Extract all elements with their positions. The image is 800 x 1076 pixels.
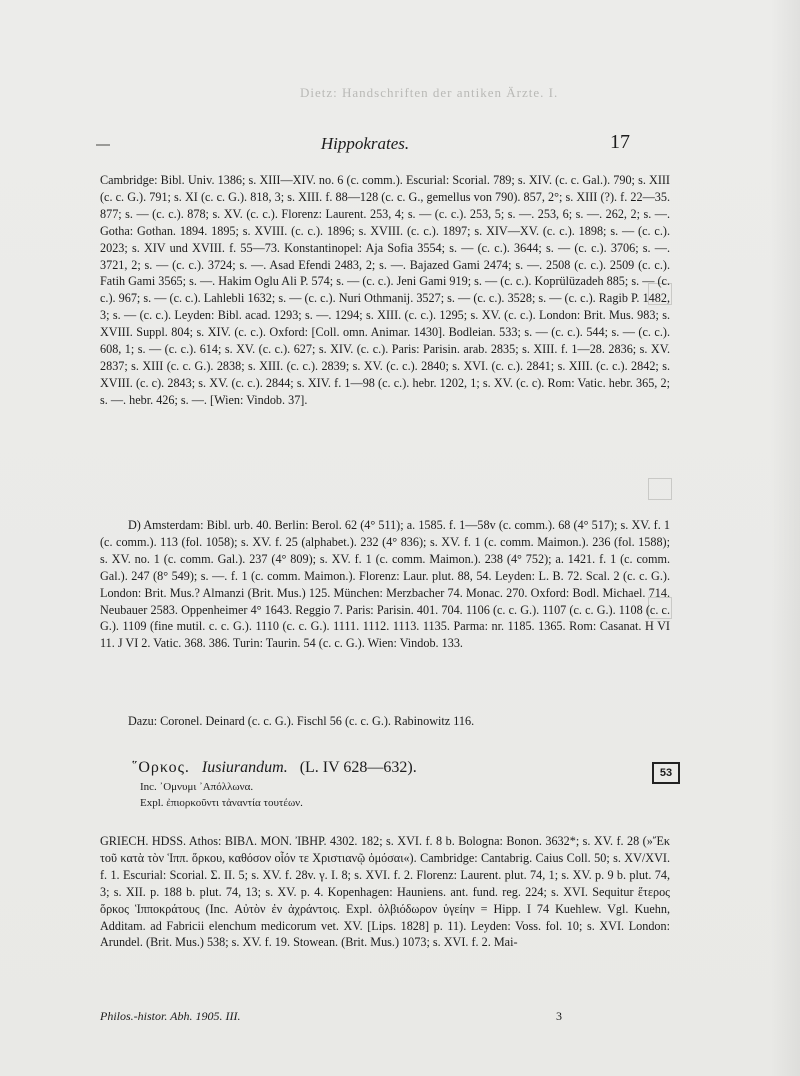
section-greek-title: ῞Ορκος. xyxy=(132,759,190,776)
footer-series: Philos.-histor. Abh. 1905. III. xyxy=(100,1009,241,1023)
page-header xyxy=(96,131,634,160)
page-footer xyxy=(100,1009,670,1027)
paragraph-text: D) Amsterdam: Bibl. urb. 40. Berlin: Berol. 62 (4° 511); a. 1585. f. 1—58v (c. comm.). 68 (4° 517); s. XV. f. 1 (c. comm.). 113 (fol. 1058); s. XV. f. 25 (alphabet.). 232 (4° 836); s. XV. f. 1 (c. comm. Maimon.). 236 (fol. 1588); s. XV. no. 1 (c. comm. Gal.). 237 (4° 809); s. XV. f. 1 (c. comm. Maimon.). 238 (4° 752); a. 1421. f. 1 (c. comm. Gal.). 247 (8° 549); s. —. f. 1 (c. comm. Maimon.). Florenz: Laur. plut. 88, 54. Leyden: L. B. 72. Scal. 2 (c. c. G.). London: Brit. Mus.? Almanzi (Brit. Mus.) 125. München: Merzbacher 74. Monac. 270. Oxford: Bodl. Michael. 714. Neubauer 2583. Oppenheimer 4° 1643. Reggio 7. Paris: Parisin. 401. 704. 1106 (c. c. G.). 1107 (c. c. G.). 1108 (c. c. G.). 1109 (fine mutil. c. c. G.). 1110 (c. c. G.). 1111. 1112. 1113. 1135. Parma: nr. 1185. 1365. Rom: Casanat. H VI 11. J VI 2. Vatic. 368. 386. Turin: Taurin. 54 (c. c. G.). Wien: Vindob. 133. xyxy=(100,518,670,651)
incipit-line: Inc. ᾿Ομνυμι ᾿Απόλλωνα. xyxy=(140,781,254,793)
footer-signature: 3 xyxy=(556,1009,562,1023)
margin-page-marker: 53 xyxy=(652,762,680,784)
running-title: Hippokrates. xyxy=(320,134,410,153)
bleed-through-text: Dietz: Handschriften der antiken Ärzte. I. xyxy=(300,85,559,100)
section-latin-title: Iusiurandum. xyxy=(201,759,288,776)
paragraph-cambridge xyxy=(100,172,670,409)
paragraph-dazu xyxy=(100,713,670,730)
show-through-margin-mark xyxy=(648,478,672,500)
explicit-line: Expl. ἐπιορκοῦντι τἀναντία τουτέων. xyxy=(140,797,303,809)
page-edge-shadow xyxy=(770,0,800,1076)
paragraph-greek-manuscripts xyxy=(100,833,670,951)
paragraph-text: Dazu: Coronel. Deinard (c. c. G.). Fischl 56 (c. c. G.). Rabinowitz 116. xyxy=(128,714,475,728)
section-reference: (L. IV 628—632). xyxy=(299,759,417,776)
section-heading xyxy=(132,759,417,777)
paragraph-text: GRIECH. HDSS. Athos: ΒΙΒΛ. ΜΟΝ. ἸΒΗΡ. 4302. 182; s. XVI. f. 8 b. Bologna: Bonon. 3632*; s. XV. f. 28 (»Ἔκ τοῦ κατὰ τὸν Ἱππ. ὅρκου, καθόσον οἷόν τε Χριστιανῷ ὀμόσαι«). Cambridge: Cantabrig. Caius Coll. 50; s. XV/XVI. f. 1. Escurial: Scorial. Σ. II. 5; s. XV. f. 28v. γ. I. 8; s. XVI. f. 2. Florenz: Laurent. plut. 74, 1; s. XV. p. 9 b. plut. 74, 3; s. XII. p. 188 b. plut. 74, 13; s. XV. p. 4. Kopenhagen: Hauniens. ant. fund. reg. 224; s. XVI. Sequitur ἕτερος ὅρκος Ἱπποκράτους (Inc. Αὐτὸν ἐν ἀχράντοις. Expl. ὀλβιόδωρον ὑγείην = Hipp. I 74 Kuehlew. Vgl. Kuehn, Additam. ad Fabricii elenchum medicorum vet. XV. [Lips. 1828] p. 11). Leyden: Voss. fol. 10; s. XVI. London: Arundel. (Brit. Mus.) 538; s. XV. f. 19. Stowean. (Brit. Mus.) 1073; s. XVI. f. 2. Mai- xyxy=(100,834,670,950)
paragraph-d-manuscripts xyxy=(100,517,670,652)
page-number: 17 xyxy=(610,131,630,153)
paragraph-text: Cambridge: Bibl. Univ. 1386; s. XIII—XIV. no. 6 (c. comm.). Escurial: Scorial. 789; s. XIV. (c. c. Gal.). 790; s. XIII (c. c. G.). 791; s. XI (c. c. G.). 818, 3; s. XIII. f. 88—128 (c. c. G., gemellus von 790). 857, 2°; s. XIII (?). f. 22—35. 877; s. — (c. c.). 878; s. XV. (c. c.). Florenz: Laurent. 253, 4; s. — (c. c.). 253, 5; s. —. 253, 6; s. —. 262, 2; s. —. Gotha: Gothan. 1894. 1895; s. XVIII. (c. c.). 1896; s. XVIII. (c. c.). 1897; s. XIV—XV. (c. c.). 1898; s. — (c. c.). 2023; s. XIV und XVIII. f. 55—73. Konstantinopel: Aja Sofia 3554; s. — (c. c.). 3644; s. — (c. c.). 3706; s. —. 3721, 2; s. — (c. c.). 3724; s. —. Asad Efendi 2483, 2; s. —. Bajazed Gami 2474; s. —. 2508 (c. c.). 2509 (c. c.). Fatih Gami 3565; s. —. Hakim Oglu Ali P. 574; s. — (c. c.). Jeni Gami 919; s. — (c. c.). Koprülüzadeh 885; s. — (c. c.). 967; s. — (c. c.). Lahlebli 1632; s. — (c. c.). Nuri Othmanij. 3527; s. — (c. c.). 3528; s. — (c. c.). Ragib P. 1482, 3; s. — (c. c.). Leyden: Bibl. acad. 1293; s. —. 1294; s. XIII. (c. c.). 1295; s. XV. (c. c.). London: Brit. Mus. 983; s. XVIII. Suppl. 804; s. XIV. (c. c.). Oxford: [Coll. omn. Animar. 1430]. Bodleian. 533; s. — (c. c.). 544; s. — (c. c.). 608, 1; s. — (c. c.). 614; s. XV. (c. c.). 627; s. XIV. (c. c.). Paris: Parisin. arab. 2835; s. XIII. f. 1—28. 2836; s. XV. 2837; s. XIII (c. c. G.). 2838; s. XIII. (c. c.). 2839; s. XV. (c. c.). 2840; s. XVI. (c. c.). 2841; s. XIII. (c. c.). 2842; s. XVIII. (c. c). 2843; s. XV. (c. c.). 2844; s. XIV. f. 1—98 (c. c.). hebr. 1202, 1; s. XV. (c. c). Rom: Vatic. hebr. 365, 2; s. —. hebr. 426; s. —. [Wien: Vindob. 37]. xyxy=(100,173,670,407)
